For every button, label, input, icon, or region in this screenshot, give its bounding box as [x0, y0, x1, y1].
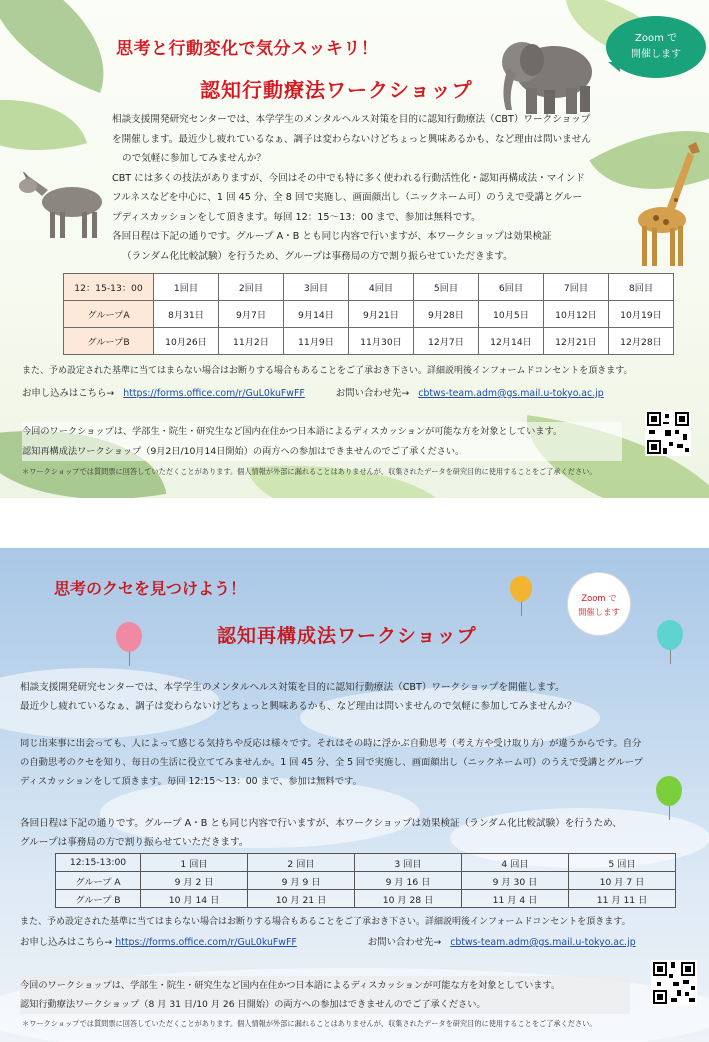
session-header: 1回目 [154, 274, 219, 301]
apply-label: お申し込みはこちら→ [22, 388, 115, 399]
intro-line: 最近少し疲れているなぁ、調子は変わらないけどちょっと興味あるかも、など理由は問いませんので気軽に参加してみませんか？ [20, 701, 577, 712]
date-cell: 11月2日 [219, 328, 284, 355]
schedule-line: 各回日程は下記の通りです。グループ A・B とも同じ内容で行いますが、本ワークショップは効果検証（ランダム化比較試験）を行うため、 [20, 818, 622, 829]
date-cell: 12月14日 [479, 328, 544, 355]
qr-code[interactable] [645, 410, 691, 456]
schedule-line: グループは事務局の方で割り振らせていただきます。 [20, 837, 249, 848]
intro-line: を開催します。最近少し疲れているなぁ、調子は変わらないけどちょっと興味あるかも、など理由は問いません [112, 133, 591, 145]
zoom-badge-line: 開催します [578, 607, 620, 617]
date-cell: 10月26日 [154, 328, 219, 355]
balloon-decoration [657, 620, 683, 650]
time-cell: 12：15-13：00 [64, 274, 154, 301]
intro-line: 相談支援開発研究センターでは、本学学生のメンタルヘルス対策を目的に認知行動療法（CBT）ワークショップ [112, 114, 591, 125]
description-line: 同じ出来事に出会っても、人によって感じる気持ちや反応は様々です。それはその時に浮かぶ自動思考（考え方や受け取り方）が違うからです。自分 [20, 738, 642, 749]
target-line: 認知再構成法ワークショップ（9月2日/10月14日開始）の両方への参加はできませんのでご了承ください。 [22, 445, 465, 457]
description-line: の自動思考のクセを知り、毎日の生活に役立ててみませんか。1 回 45 分、全 5 回で実施し、画面顔出し（ニックネーム可）のうえで受講とグループ [20, 757, 643, 768]
session-header: 5回目 [414, 274, 479, 301]
date-cell: 12月28日 [609, 328, 674, 355]
apply-link[interactable]: https://forms.office.com/r/GuL0kuFwFF [115, 937, 297, 948]
session-header: 1 回目 [141, 854, 248, 872]
date-cell: 12月7日 [414, 328, 479, 355]
palm-leaf-decoration [0, 76, 87, 175]
cognitive-restructuring-flyer [0, 548, 709, 1042]
notice-text: また、予め設定された基準に当てはまらない場合はお断りする場合もあることをご了承おき下さい。詳細説明後インフォームドコンセントを頂きます。 [20, 917, 631, 927]
table-row [64, 328, 674, 355]
schedule-table [55, 853, 676, 908]
headline: 思考のクセを見つけよう！ [54, 579, 247, 598]
date-cell: 9月21日 [349, 301, 414, 328]
date-cell: 11 月 4 日 [462, 890, 569, 908]
notice-text: また、予め設定された基準に当てはまらない場合はお断りする場合もあることをご了承おき下さい。詳細説明後インフォームドコンセントを頂きます。 [22, 366, 633, 376]
cbt-workshop-flyer [0, 0, 709, 498]
intro-line: 相談支援開発研究センターでは、本学学生のメンタルヘルス対策を目的に認知行動療法（CBT）ワークショップを開催します。 [20, 682, 565, 693]
date-cell: 9 月 9 日 [248, 872, 355, 890]
session-header: 2 回目 [248, 854, 355, 872]
target-text [20, 976, 630, 1014]
date-cell: 9 月 30 日 [462, 872, 569, 890]
date-cell: 11月30日 [349, 328, 414, 355]
date-cell: 11月9日 [284, 328, 349, 355]
zoom-badge-line: 開催します [631, 49, 681, 60]
session-header: 4回目 [349, 274, 414, 301]
date-cell: 10 月 21 日 [248, 890, 355, 908]
target-line: 今回のワークショップは、学部生・院生・研究生など国内在住かつ日本語によるディスカッションが可能な方を対象としています。 [22, 426, 563, 437]
intro-line: フルネスなどを中心に、1 回 45 分、全 8 回で実施し、画面顔出し（ニックネーム可）のうえで受講とグルー [112, 192, 582, 203]
schedule-table [63, 273, 674, 355]
table-header-row [64, 274, 674, 301]
contact-email[interactable]: cbtws-team.adm@gs.mail.u-tokyo.ac.jp [450, 937, 636, 948]
table-row [56, 872, 676, 890]
session-header: 6回目 [479, 274, 544, 301]
footnote: ＊ワークショップでは質問票に回答していただくことがあります。個人情報が外部に漏れることはありませんが、収集されたデータを研究目的に使用することをご了承ください。 [22, 1019, 597, 1028]
contact-email[interactable]: cbtws-team.adm@gs.mail.u-tokyo.ac.jp [418, 388, 604, 399]
balloon-decoration [510, 576, 532, 602]
giraffe-illustration [626, 140, 706, 270]
session-header: 8回目 [609, 274, 674, 301]
session-header: 4 回目 [462, 854, 569, 872]
session-header: 5 回目 [569, 854, 676, 872]
target-line: 今回のワークショップは、学部生・院生・研究生など国内在住かつ日本語によるディスカッションが可能な方を対象としています。 [20, 980, 561, 991]
intro-line: （ランダム化比較試験）を行うため、グループは事務局の方で割り振らせていただきます。 [122, 250, 513, 262]
date-cell: 9月14日 [284, 301, 349, 328]
page-title: 認知再構成法ワークショップ [217, 625, 477, 647]
date-cell: 10月5日 [479, 301, 544, 328]
footnote: ＊ワークショップでは質問票に回答していただくことがあります。個人情報が外部に漏れることはありませんが、収集されたデータを研究目的に使用することをご了承ください。 [22, 467, 597, 476]
intro-paragraph [20, 678, 700, 716]
target-line: 認知行動療法ワークショップ（8 月 31 日/10 月 26 日開始）の両方への参加はできませんのでご了承ください。 [20, 999, 486, 1010]
date-cell: 10月12日 [544, 301, 609, 328]
group-label: グループ B [56, 890, 141, 908]
table-row [64, 301, 674, 328]
group-label: グループB [64, 328, 154, 355]
elephant-illustration [496, 30, 604, 118]
date-cell: 10月19日 [609, 301, 674, 328]
intro-line: ので気軽に参加してみませんか？ [122, 153, 266, 164]
date-cell: 9 月 2 日 [141, 872, 248, 890]
table-row [56, 890, 676, 908]
date-cell: 11 月 11 日 [569, 890, 676, 908]
page-title: 認知行動療法ワークショップ [200, 78, 473, 102]
qr-code-icon [651, 960, 697, 1006]
qr-code-icon [645, 410, 691, 456]
date-cell: 8月31日 [154, 301, 219, 328]
group-label: グループ A [56, 872, 141, 890]
date-cell: 10 月 7 日 [569, 872, 676, 890]
description-paragraph [20, 734, 709, 791]
zoom-badge [606, 16, 706, 78]
description-line: ディスカッションをして頂きます。毎回 12:15～13：00 まで、参加は無料です。 [20, 776, 362, 787]
session-header: 2回目 [219, 274, 284, 301]
zoom-badge-line: Zoom で [581, 593, 617, 603]
balloon-decoration [116, 622, 142, 652]
qr-code[interactable] [651, 960, 697, 1006]
contact-row [22, 384, 702, 404]
date-cell: 9月7日 [219, 301, 284, 328]
donkey-illustration [14, 172, 114, 242]
intro-line: CBT には多くの技法がありますが、今回はその中でも特に多く使われる行動活性化・認知再構成法・マインド [112, 172, 585, 184]
contact-label: お問い合わせ先→ [367, 937, 442, 948]
date-cell: 10 月 14 日 [141, 890, 248, 908]
target-text [22, 422, 622, 461]
zoom-badge [567, 572, 631, 636]
contact-row [20, 933, 700, 952]
palm-leaf-decoration [0, 0, 131, 93]
schedule-paragraph [20, 814, 700, 852]
time-cell: 12:15-13:00 [56, 854, 141, 872]
intro-line: 各回日程は下記の通りです。グループ A・B とも同じ内容で行いますが、本ワークショップは効果検証 [112, 231, 552, 242]
zoom-badge-line: Zoom で [634, 33, 677, 44]
date-cell: 9月28日 [414, 301, 479, 328]
table-header-row [56, 854, 676, 872]
apply-label: お申し込みはこちら→ [20, 937, 113, 948]
contact-label: お問い合わせ先→ [335, 388, 410, 399]
intro-line: プディスカッションをして頂きます。毎回 12：15～13：00 まで、参加は無料です。 [112, 211, 481, 223]
session-header: 3 回目 [355, 854, 462, 872]
date-cell: 12月21日 [544, 328, 609, 355]
group-label: グループA [64, 301, 154, 328]
date-cell: 9 月 16 日 [355, 872, 462, 890]
intro-text [112, 110, 632, 266]
date-cell: 10 月 28 日 [355, 890, 462, 908]
session-header: 7回目 [544, 274, 609, 301]
session-header: 3回目 [284, 274, 349, 301]
apply-link[interactable]: https://forms.office.com/r/GuL0kuFwFF [123, 388, 305, 399]
headline: 思考と行動変化で気分スッキリ！ [116, 39, 379, 59]
